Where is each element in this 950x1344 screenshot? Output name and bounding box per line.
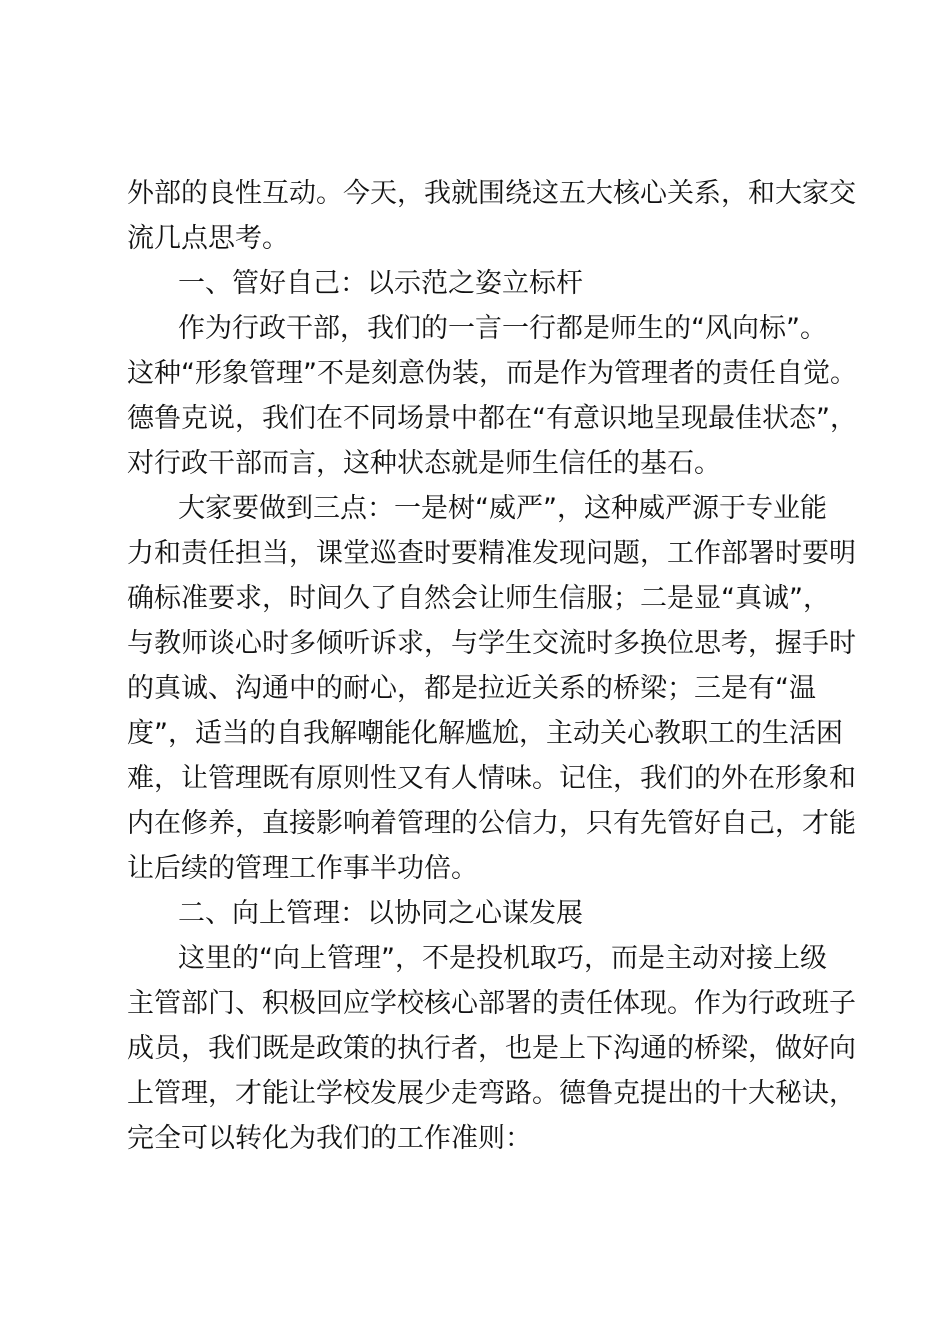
body-text-line: 难，让管理既有原则性又有人情味。记住，我们的外在形象和	[127, 763, 856, 794]
body-text-line: 成员，我们既是政策的执行者，也是上下沟通的桥梁，做好向	[127, 1033, 856, 1064]
body-text-line: 内在修养，直接影响着管理的公信力，只有先管好自己，才能	[127, 808, 856, 839]
body-text-line: 上管理，才能让学校发展少走弯路。德鲁克提出的十大秘诀，	[127, 1078, 856, 1109]
section-heading: 二、向上管理：以协同之心谋发展	[178, 898, 583, 929]
body-text-line: 外部的良性互动。今天，我就围绕这五大核心关系，和大家交	[127, 178, 856, 209]
section-heading: 一、管好自己：以示范之姿立标杆	[178, 268, 583, 299]
body-text-line: 与教师谈心时多倾听诉求，与学生交流时多换位思考，握手时	[127, 628, 856, 659]
body-text-line: 对行政干部而言，这种状态就是师生信任的基石。	[127, 448, 721, 479]
body-text-line: 德鲁克说，我们在不同场景中都在“有意识地呈现最佳状态”，	[127, 403, 857, 434]
body-text-line: 的真诚、沟通中的耐心，都是拉近关系的桥梁；三是有“温	[127, 673, 816, 704]
paragraph-first-line: 大家要做到三点：一是树“威严”，这种威严源于专业能	[178, 493, 827, 524]
body-text-line: 让后续的管理工作事半功倍。	[127, 853, 478, 884]
paragraph-first-line: 这里的“向上管理”，不是投机取巧，而是主动对接上级	[178, 943, 827, 974]
body-text-line: 流几点思考。	[127, 223, 289, 254]
body-text-line: 完全可以转化为我们的工作准则：	[127, 1123, 532, 1154]
body-text-line: 确标准要求，时间久了自然会让师生信服；二是显“真诚”，	[127, 583, 830, 614]
body-text-line: 主管部门、积极回应学校核心部署的责任体现。作为行政班子	[127, 988, 856, 1019]
body-text-line: 力和责任担当，课堂巡查时要精准发现问题，工作部署时要明	[127, 538, 856, 569]
body-text-line: 这种“形象管理”不是刻意伪装，而是作为管理者的责任自觉。	[127, 358, 857, 389]
body-text-line: 度”，适当的自我解嘲能化解尴尬，主动关心教职工的生活困	[127, 718, 843, 749]
paragraph-first-line: 作为行政干部，我们的一言一行都是师生的“风向标”。	[178, 313, 827, 344]
